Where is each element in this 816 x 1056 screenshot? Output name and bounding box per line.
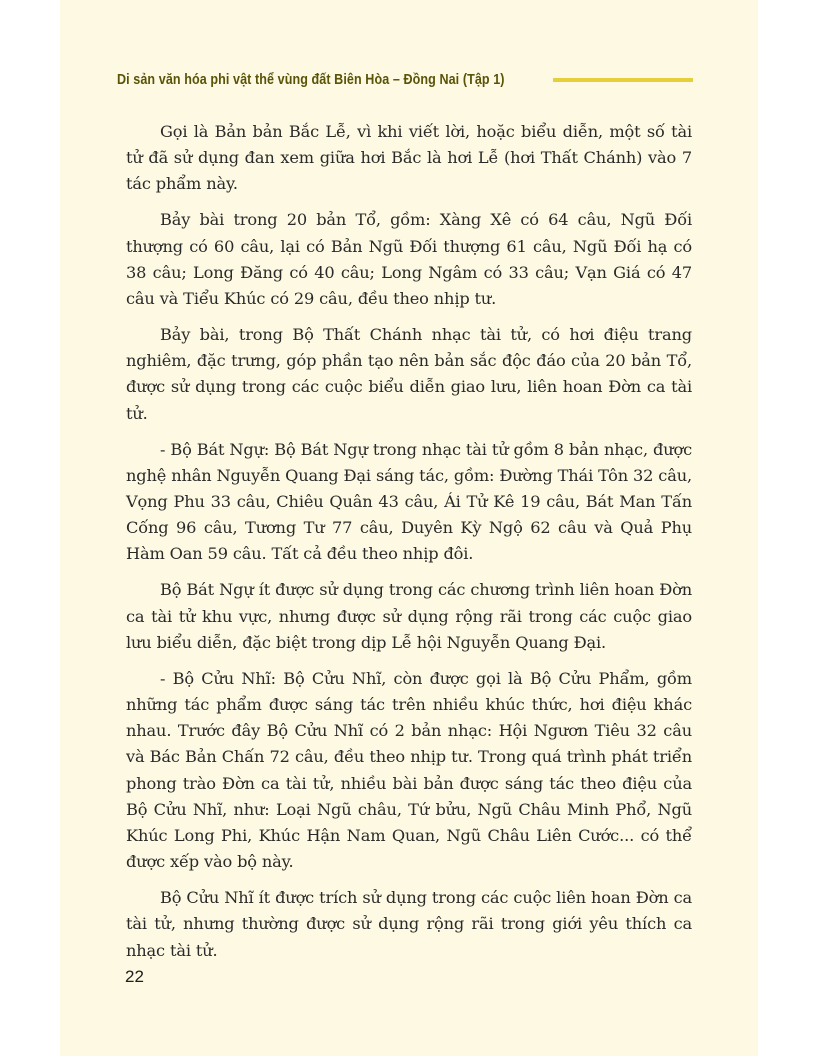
paragraph: Bộ Bát Ngự ít được sử dụng trong các chương trình liên hoan Đờn ca tài tử khu vực, nhưng được sử dụng rộng rãi trong các cuộc giao lưu biểu diễn, đặc biệt trong dịp Lễ hội Nguyễn Quang Đại. <box>126 580 692 652</box>
book-page <box>60 0 758 1056</box>
page-number: 22 <box>125 967 144 986</box>
paragraph: Bảy bài, trong Bộ Thất Chánh nhạc tài tử, có hơi điệu trang nghiêm, đặc trưng, góp phần tạo nên bản sắc độc đáo của 20 bản Tổ, được sử dụng trong các cuộc biểu diễn giao lưu, liên hoan Đờn ca tài tử. <box>126 325 692 423</box>
paragraph: Gọi là Bản bản Bắc Lễ, vì khi viết lời, hoặc biểu diễn, một số tài tử đã sử dụng đan xem giữa hơi Bắc là hơi Lễ (hơi Thất Chánh) vào 7 tác phẩm này. <box>126 122 692 194</box>
paragraph: Bảy bài trong 20 bản Tổ, gồm: Xàng Xê có 64 câu, Ngũ Đối thượng có 60 câu, lại có Bản Ngũ Đối thượng 61 câu, Ngũ Đối hạ có 38 câu; Long Đăng có 40 câu; Long Ngâm có 33 câu; Vạn Giá có 47 câu và Tiểu Khúc có 29 câu, đều theo nhịp tư. <box>126 210 692 309</box>
running-header <box>117 69 693 91</box>
paragraph: Bộ Cửu Nhĩ ít được trích sử dụng trong các cuộc liên hoan Đờn ca tài tử, nhưng thường được sử dụng rộng rãi trong giới yêu thích ca nhạc tài tử. <box>126 888 692 960</box>
body-text <box>126 119 692 974</box>
header-title: Di sản văn hóa phi vật thể vùng đất Biên Hòa – Đồng Nai (Tập 1) <box>117 72 505 88</box>
paragraph: - Bộ Bát Ngự: Bộ Bát Ngự trong nhạc tài tử gồm 8 bản nhạc, được nghệ nhân Nguyễn Quang Đại sáng tác, gồm: Đường Thái Tôn 32 câu, Vọng Phu 33 câu, Chiêu Quân 43 câu, Ái Tử Kê 19 câu, Bát Man Tấn Cống 96 câu, Tương Tư 77 câu, Duyên Kỳ Ngộ 62 câu và Quả Phụ Hàm Oan 59 câu. Tất cả đều theo nhịp đôi. <box>126 439 692 564</box>
paragraph: - Bộ Cửu Nhĩ: Bộ Cửu Nhĩ, còn được gọi là Bộ Cửu Phẩm, gồm những tác phẩm được sáng tác trên nhiều khúc thức, hơi điệu khác nhau. Trước đây Bộ Cửu Nhĩ có 2 bản nhạc: Hội Ngươn Tiêu 32 câu và Bác Bản Chấn 72 câu, đều theo nhịp tư. Trong quá trình phát triển phong trào Đờn ca tài tử, nhiều bài bản được sáng tác theo điệu của Bộ Cửu Nhĩ, như: Loại Ngũ châu, Tứ bửu, Ngũ Châu Minh Phổ, Ngũ Khúc Long Phi, Khúc Hận Nam Quan, Ngũ Châu Liên Cước... có thể được xếp vào bộ này. <box>126 668 692 872</box>
header-rule <box>553 78 693 82</box>
